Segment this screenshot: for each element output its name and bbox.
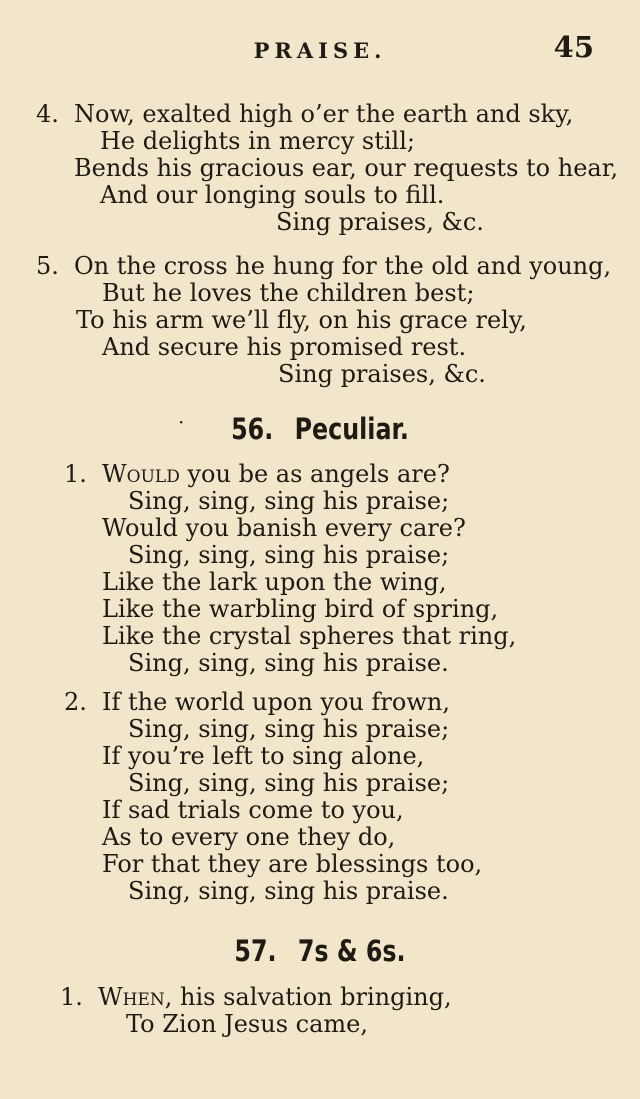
verse-line: For that they are blessings too, <box>102 850 483 878</box>
stanza-number: 5. <box>36 252 59 280</box>
verse-line: Now, exalted high o’er the earth and sky, <box>74 100 574 128</box>
verse-line: On the cross he hung for the old and young, <box>74 252 612 280</box>
stray-mark: · <box>178 410 185 434</box>
verse-line: Sing, sing, sing his praise; <box>128 715 450 743</box>
refrain-line: Sing praises, &c. <box>278 360 486 388</box>
hymn-number: 57. <box>234 934 277 968</box>
verse-line: He delights in mercy still; <box>100 127 415 155</box>
stanza-number: 4. <box>36 100 59 128</box>
verse-line: To Zion Jesus came, <box>126 1010 368 1038</box>
hymn-meter: Peculiar. <box>294 412 409 446</box>
verse-line: Bends his gracious ear, our requests to hear, <box>74 154 619 182</box>
hymn-56-heading <box>58 412 583 446</box>
verse-line: Sing, sing, sing his praise; <box>128 487 450 515</box>
stanza-number: 1. <box>64 460 87 488</box>
first-line-rest: you be as angels are? <box>179 460 450 488</box>
stanza-number: 2. <box>64 688 87 716</box>
first-line-rest: , his salvation bringing, <box>164 983 452 1011</box>
verse-line <box>102 461 450 487</box>
verse-line: Like the warbling bird of spring, <box>102 595 499 623</box>
verse-line: Sing, sing, sing his praise; <box>128 541 450 569</box>
verse-line: Sing, sing, sing his praise; <box>128 769 450 797</box>
page-number: 45 <box>553 30 594 64</box>
verse-line: And our longing souls to fill. <box>100 181 445 209</box>
verse-line: Would you banish every care? <box>102 514 466 542</box>
verse-line: Like the crystal spheres that ring, <box>102 622 517 650</box>
verse-line: If you’re left to sing alone, <box>102 742 425 770</box>
verse-line: Sing, sing, sing his praise. <box>128 649 449 677</box>
hymn-meter: 7s & 6s. <box>297 934 406 968</box>
hymn-number: 56. <box>231 412 274 446</box>
running-head: PRAISE. <box>253 38 387 63</box>
verse-line: Like the lark upon the wing, <box>102 568 447 596</box>
verse-line: To his arm we’ll fly, on his grace rely, <box>76 306 527 334</box>
verse-line: Sing, sing, sing his praise. <box>128 877 449 905</box>
verse-line: And secure his promised rest. <box>102 333 467 361</box>
verse-line: If sad trials come to you, <box>102 796 404 824</box>
stanza-number: 1. <box>60 983 83 1011</box>
first-word: Would <box>102 460 180 488</box>
hymn-57-heading <box>58 934 583 968</box>
refrain-line: Sing praises, &c. <box>276 208 484 236</box>
first-word: When <box>98 983 165 1011</box>
verse-line <box>98 984 452 1010</box>
verse-line: As to every one they do, <box>102 823 396 851</box>
verse-line: If the world upon you frown, <box>102 688 450 716</box>
verse-line: But he loves the children best; <box>102 279 475 307</box>
